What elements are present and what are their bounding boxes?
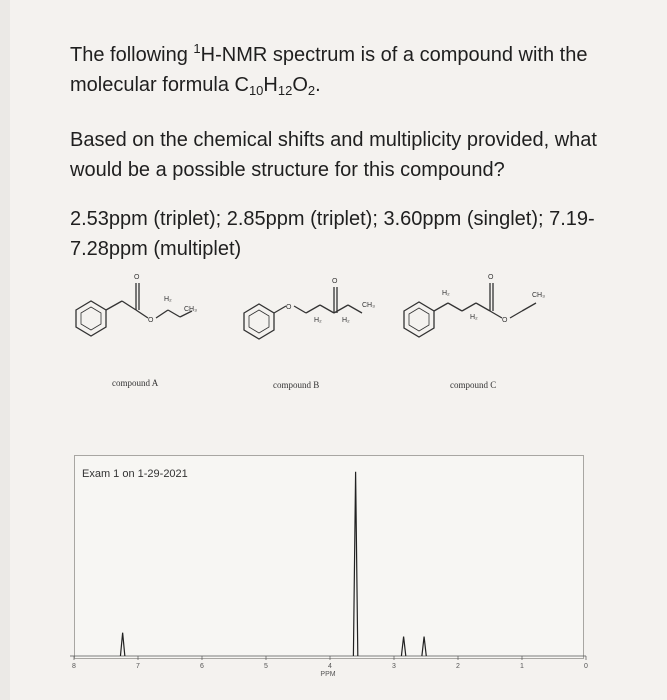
x-tick-label: 0 <box>584 663 588 670</box>
compound-b-h2-1: H₂ <box>314 317 322 324</box>
nmr-spectrum-chart <box>60 450 600 690</box>
spectrum-peak <box>422 637 426 656</box>
spectrum-peak <box>120 633 124 656</box>
question-paragraph-1: The following $^1$H-NMR spectrum is of a compound with the molecular formula $C_{10}H_{12}O_2$. <box>70 41 588 98</box>
spectrum-peak <box>353 472 357 656</box>
x-tick-label: 2 <box>456 663 460 670</box>
x-tick-label: 1 <box>520 663 524 670</box>
x-axis-ticks <box>72 656 588 670</box>
x-axis-label: PPM <box>320 671 336 678</box>
x-tick-label: 4 <box>328 663 332 670</box>
x-tick-label: 3 <box>392 663 396 670</box>
compound-b-ester-o: O <box>286 304 292 311</box>
compound-a-carbonyl-o: O <box>134 274 140 281</box>
spectrum-title: Exam 1 on 1-29-2021 <box>82 468 188 480</box>
x-tick-label: 6 <box>200 663 204 670</box>
x-tick-label: 7 <box>136 663 140 670</box>
compound-b-ch3: CH₃ <box>362 302 375 309</box>
compound-c-carbonyl-o: O <box>488 274 494 281</box>
compound-a-h2: H₂ <box>164 296 172 303</box>
compound-b-label: compound B <box>273 380 320 390</box>
compound-c-label: compound C <box>450 380 497 390</box>
spectrum-peaks <box>120 472 426 656</box>
question-paragraph-3: 2.53ppm (triplet); 2.85ppm (triplet); 3.60ppm (singlet); 7.19-7.28ppm (multiplet) <box>70 208 595 260</box>
compound-c-ch3: CH₃ <box>532 292 545 299</box>
compound-a-ch3: CH₃ <box>184 306 197 313</box>
question-paragraph-2: Based on the chemical shifts and multiplicity provided, what would be a possible structure for this compound? <box>70 129 597 181</box>
compound-b-h2-2: H₂ <box>342 317 350 324</box>
compound-c-h2-1: H₂ <box>442 290 450 297</box>
spectrum-peak <box>401 637 405 656</box>
compound-a-ester-o: O <box>148 317 154 324</box>
compound-a-structure <box>76 283 192 336</box>
compound-b-carbonyl-o: O <box>332 278 338 285</box>
compound-c-structure <box>404 283 536 337</box>
x-tick-label: 5 <box>264 663 268 670</box>
question-text <box>70 34 630 283</box>
x-tick-label: 8 <box>72 663 76 670</box>
compound-c-ester-o: O <box>502 317 508 324</box>
compound-c-h2-2: H₂ <box>470 314 478 321</box>
compound-b-structure <box>244 287 362 339</box>
compound-a-label: compound A <box>112 378 159 388</box>
